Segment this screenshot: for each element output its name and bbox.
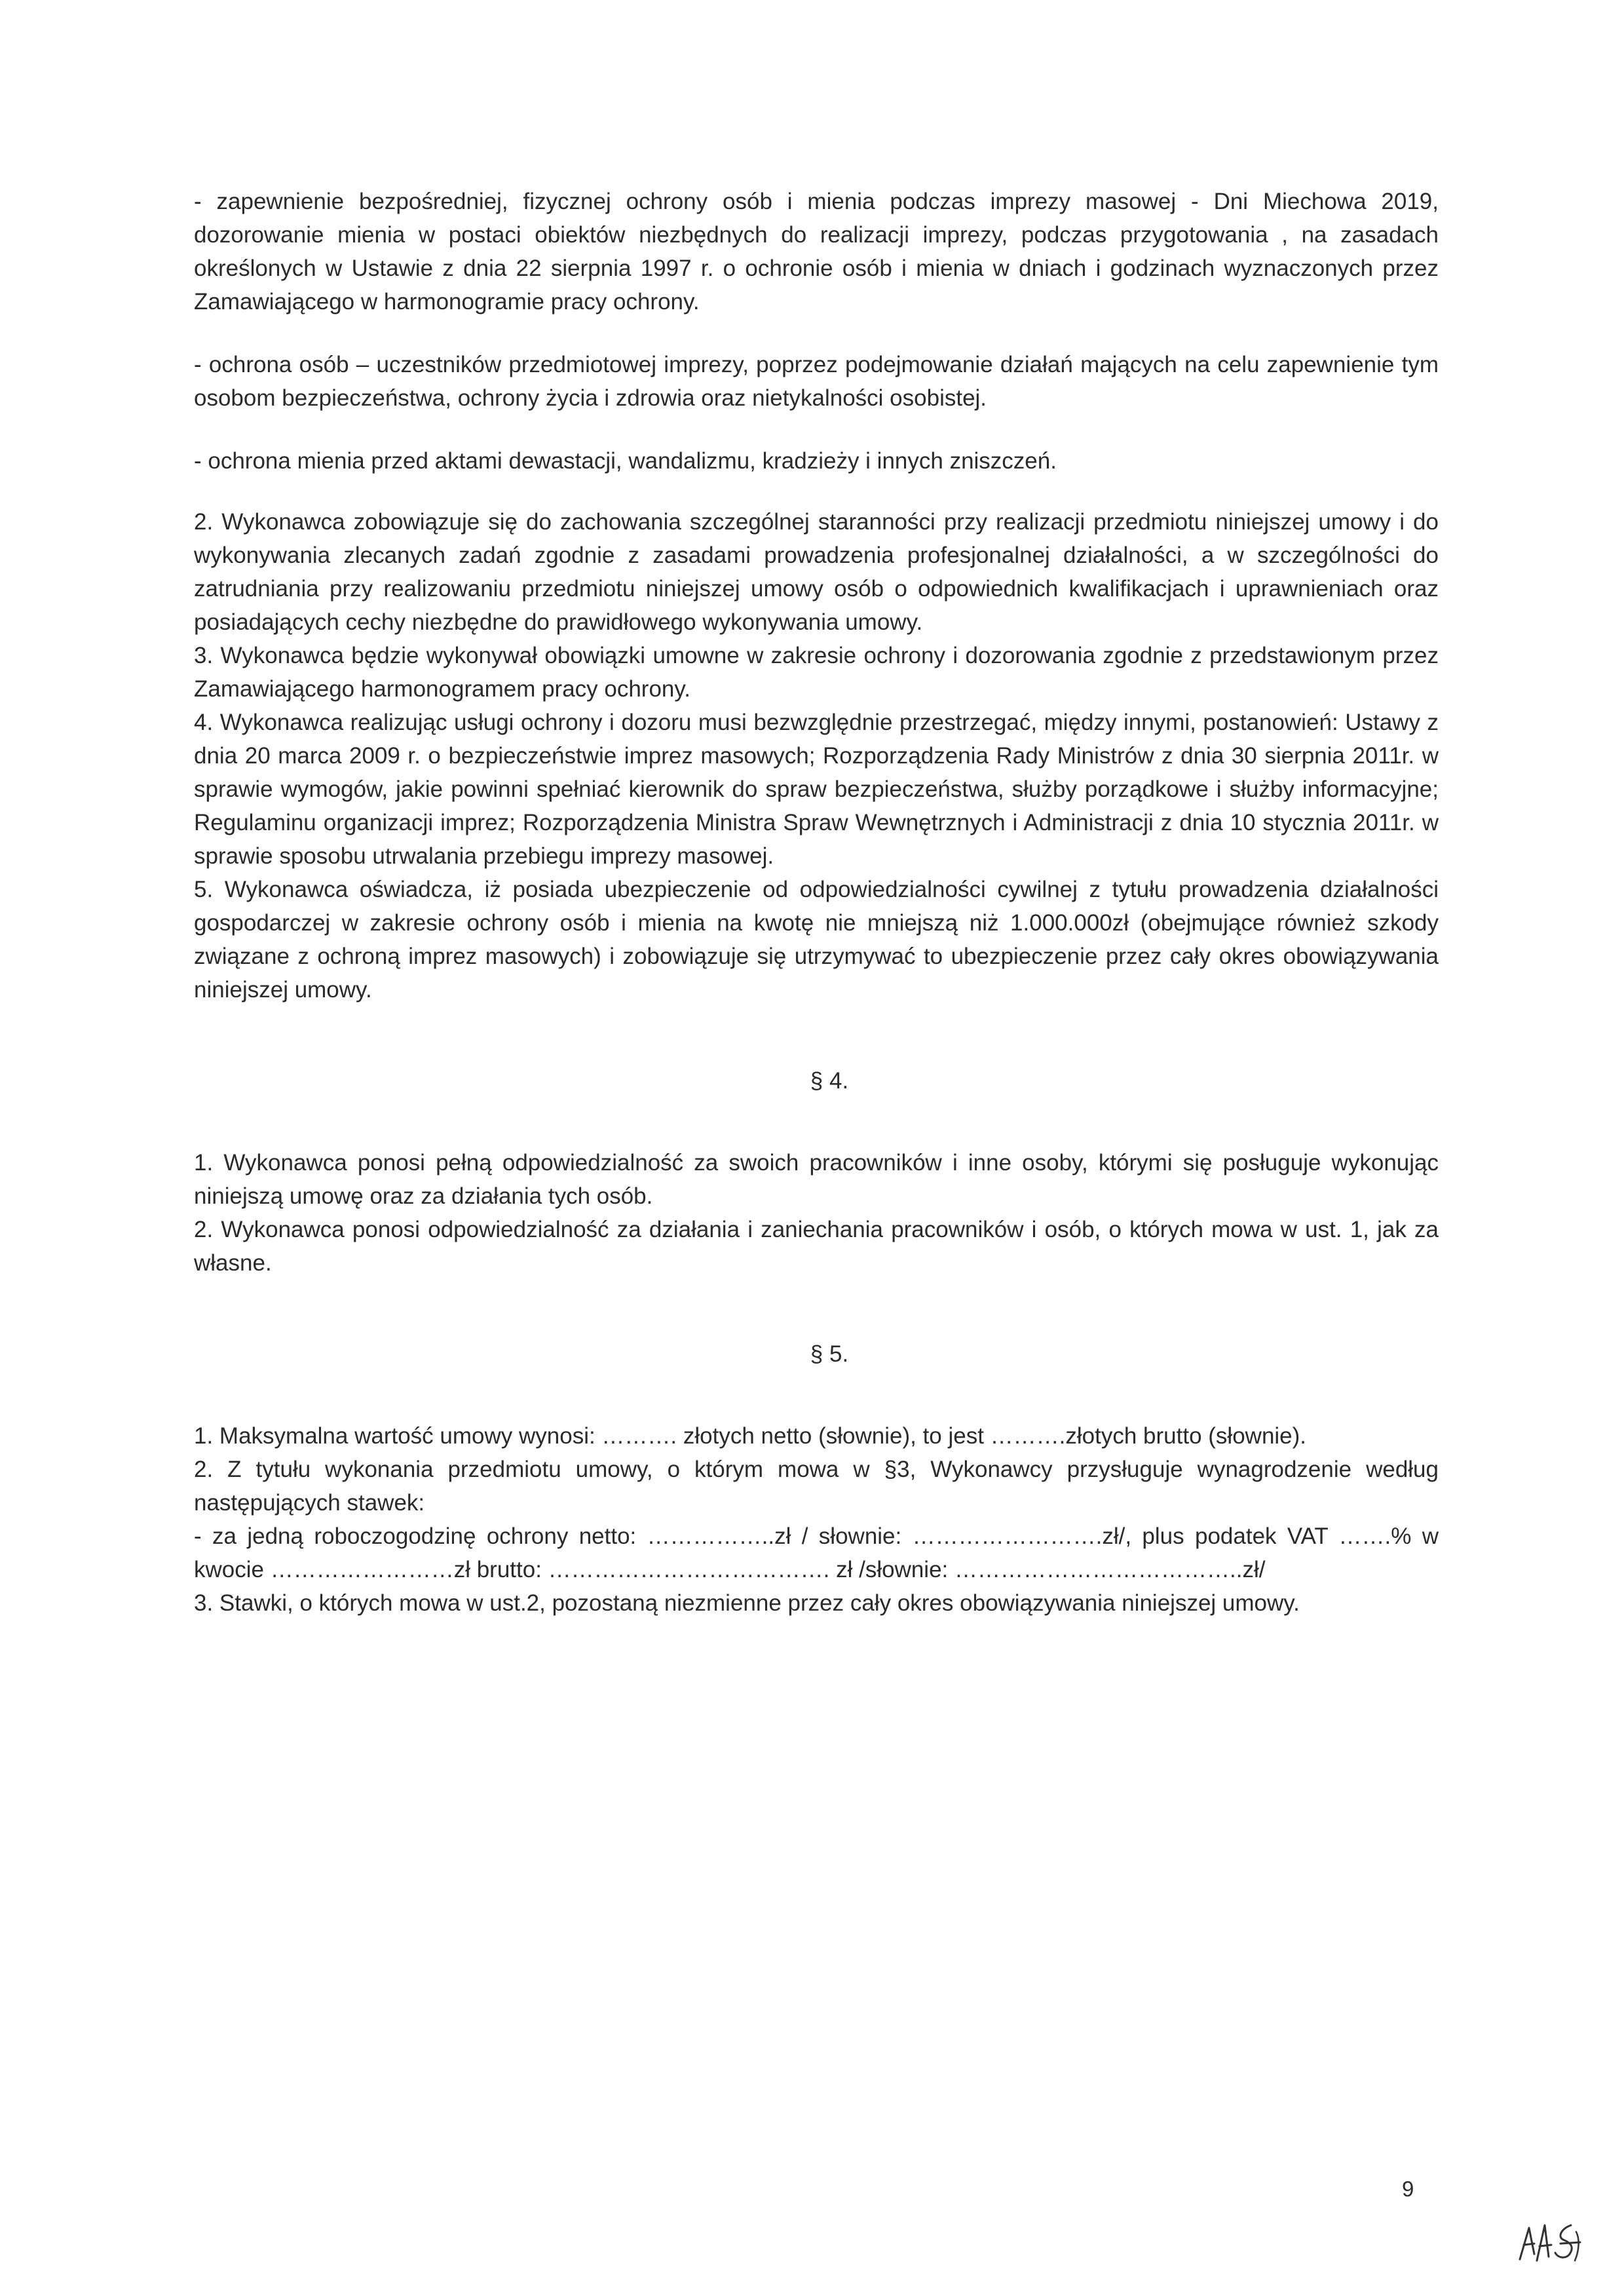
scope-item-physical-protection: - zapewnienie bezpośredniej, fizycznej ochrony osób i mienia podczas imprezy masowej - Dni Miechowa 2019, dozorowanie mienia w postaci obiektów niezbędnych do realizacji imprezy, podczas przygotowania , na zasadach określonych w Ustawie z dnia 22 sierpnia 1997 r. o ochronie osób i mienia w dniach i godzinach wyznaczonych przez Zamawiającego w harmonogramie pracy ochrony. <box>194 189 1439 315</box>
scope-item-property-protection: - ochrona mienia przed aktami dewastacji, wandalizmu, kradzieży i innych zniszczeń. <box>194 448 1057 474</box>
section5-point-3: 3. Stawki, o których mowa w ust.2, pozostaną niezmienne przez cały okres obowiązywania niniejszej umowy. <box>194 1590 1300 1616</box>
section4-point-2: 2. Wykonawca ponosi odpowiedzialność za działania i zaniechania pracowników i osób, o których mowa w ust. 1, jak za własne. <box>194 1217 1439 1276</box>
scope-item-person-protection: - ochrona osób – uczestników przedmiotowej imprezy, poprzez podejmowanie działań mających na celu zapewnienie tym osobom bezpieczeństwa, ochrony życia i zdrowia oraz nietykalności osobistej. <box>194 352 1439 411</box>
section3-point-4: 4. Wykonawca realizując usługi ochrony i dozoru musi bezwzględnie przestrzegać, między innymi, postanowień: Ustawy z dnia 20 marca 2009 r. o bezpieczeństwie imprez masowych; Rozporządzenia Rady Ministrów z dnia 30 sierpnia 2011r. w sprawie wymogów, jakie powinni spełniać kierownik do spraw bezpieczeństwa, służby porządkowe i służby informacyjne; Regulaminu organizacji imprez; Rozporządzenia Ministra Spraw Wewnętrznych i Administracji z dnia 10 stycznia 2011r. w sprawie sposobu utrwalania przebiegu imprezy masowej. <box>194 710 1439 869</box>
section3-point-2: 2. Wykonawca zobowiązuje się do zachowania szczególnej staranności przy realizacji przedmiotu niniejszej umowy i do wykonywania zlecanych zadań zgodnie z zasadami prowadzenia profesjonalnej działalności, a w szczególności do zatrudniania przy realizowaniu przedmiotu niniejszej umowy osób o odpowiednich kwalifikacjach i uprawnieniach oraz posiadających cechy niezbędne do prawidłowego wykonywania umowy. <box>194 509 1439 635</box>
section3-point-3: 3. Wykonawca będzie wykonywał obowiązki umowne w zakresie ochrony i dozorowania zgodnie z przedstawionym przez Zamawiającego harmonogramem pracy ochrony. <box>194 643 1439 702</box>
page-number: 9 <box>1402 2177 1414 2201</box>
section5-point-1: 1. Maksymalna wartość umowy wynosi: ………. złotych netto (słownie), to jest ……….złotych brutto (słownie). <box>194 1423 1307 1449</box>
section5-rate-line: - za jedną roboczogodzinę ochrony netto: ……………..zł / słownie: …………………….zł/, plus podatek VAT …….% w kwocie ……………………zł brutto: ………………………………. zł /słownie: ………………………………..zł/ <box>194 1523 1439 1582</box>
section5-heading: § 5. <box>810 1341 849 1367</box>
section5-point-2: 2. Z tytułu wykonania przedmiotu umowy, o którym mowa w §3, Wykonawcy przysługuje wynagrodzenie według następujących stawek: <box>194 1457 1439 1516</box>
section4-point-1: 1. Wykonawca ponosi pełną odpowiedzialność za swoich pracowników i inne osoby, którymi się posługuje wykonując niniejszą umowę oraz za działania tych osób. <box>194 1150 1439 1209</box>
section3-point-5: 5. Wykonawca oświadcza, iż posiada ubezpieczenie od odpowiedzialności cywilnej z tytułu prowadzenia działalności gospodarczej w zakresie ochrony osób i mienia na kwotę nie mniejszą niż 1.000.000zł (obejmujące również szkody związane z ochroną imprez masowych) i zobowiązuje się utrzymywać to ubezpieczenie przez cały okres obowiązywania niniejszej umowy. <box>194 877 1439 1003</box>
section4-heading: § 4. <box>810 1068 849 1094</box>
handwritten-initials-signature <box>1515 2213 1593 2272</box>
document-body <box>194 185 1439 1620</box>
